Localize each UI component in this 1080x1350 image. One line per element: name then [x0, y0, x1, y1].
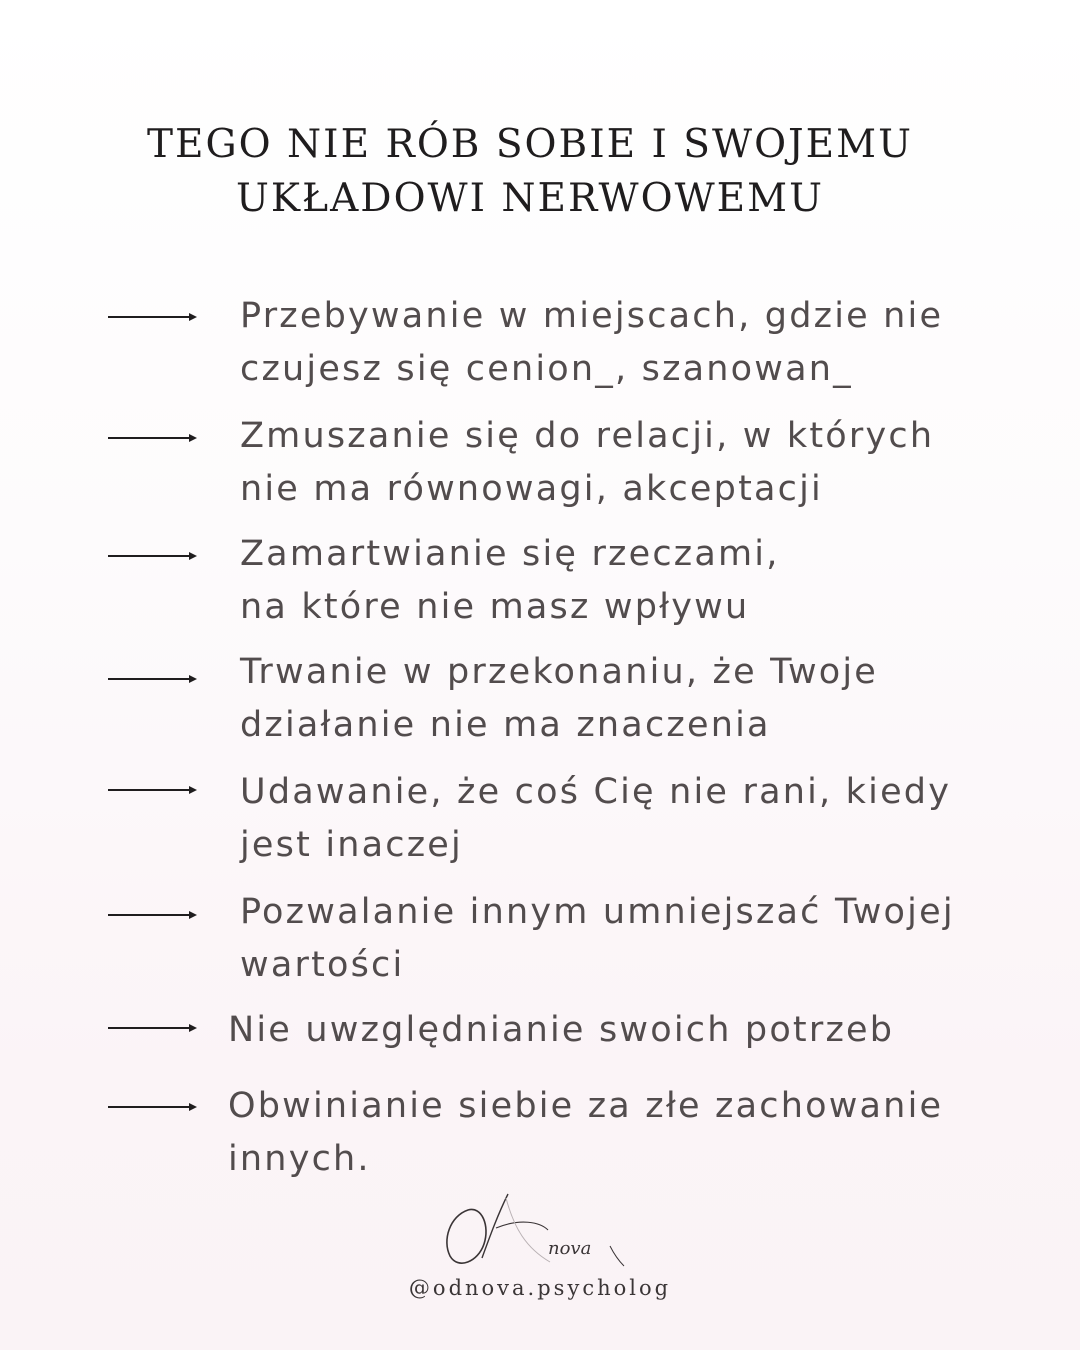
odnova-logo-icon [430, 1188, 630, 1280]
arrow-right-icon [108, 909, 198, 921]
instagram-handle: @odnova.psycholog [408, 1276, 672, 1300]
title-line-1: TEGO NIE RÓB SOBIE I SWOJEMU [147, 122, 913, 167]
arrow-right-icon [108, 311, 198, 323]
svg-text:nova: nova [548, 1238, 592, 1259]
arrow-right-icon [108, 550, 198, 562]
list-item-text: Udawanie, że coś Cię nie rani, kiedy jest inaczej [240, 772, 952, 865]
list-item-text: Zmuszanie się do relacji, w których nie ma równowagi, akceptacji [240, 416, 935, 509]
list-item-text: Zamartwianie się rzeczami, na które nie masz wpływu [240, 534, 780, 627]
arrow-right-icon [108, 432, 198, 444]
list-item-text: Przebywanie w miejscach, gdzie nie czujesz się cenion_, szanowan_ [240, 296, 944, 389]
list-item-text: Obwinianie siebie za złe zachowanie innych. [228, 1086, 944, 1179]
list-item-text: Pozwalanie innym umniejszać Twojej wartości [240, 892, 955, 985]
arrow-right-icon [108, 673, 198, 685]
arrow-right-icon [108, 1022, 198, 1034]
list-item-text: Trwanie w przekonaniu, że Twoje działanie nie ma znaczenia [240, 652, 879, 745]
list-item-text: Nie uwzględnianie swoich potrzeb [228, 1010, 895, 1050]
arrow-right-icon [108, 784, 198, 796]
page-title [0, 118, 1060, 226]
title-line-2: UKŁADOWI NERWOWEMU [236, 176, 824, 221]
arrow-right-icon [108, 1101, 198, 1113]
